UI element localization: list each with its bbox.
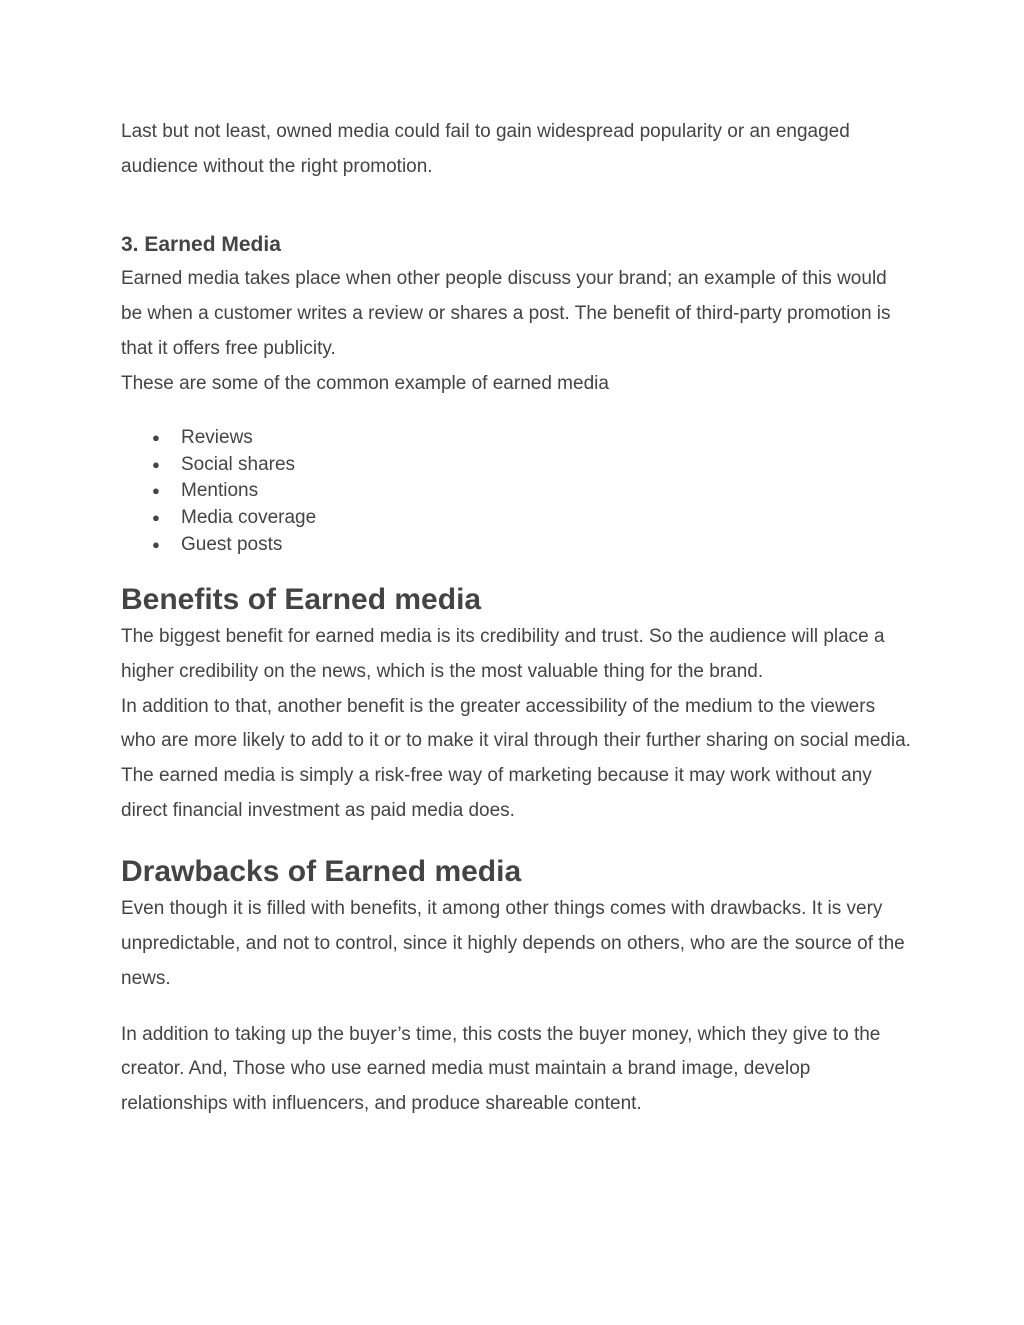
document-page bbox=[121, 115, 911, 1122]
list-item-label: Reviews bbox=[181, 427, 253, 449]
drawbacks-paragraph-costs: In addition to taking up the buyer’s time, this costs the buyer money, which they give to the creator. And, Those who use earned media must maintain a brand image, develop relationships with influencers, and produce shareable content. bbox=[121, 1023, 881, 1114]
benefits-paragraph-risk-free: The earned media is simply a risk-free way of marketing because it may work without any direct financial investment as paid media does. bbox=[121, 765, 872, 821]
list-item bbox=[121, 452, 911, 479]
list-item-label: Social shares bbox=[181, 453, 296, 475]
earned-media-heading: 3. Earned Media bbox=[121, 233, 281, 257]
benefits-heading: Benefits of Earned media bbox=[121, 583, 482, 617]
list-item bbox=[121, 505, 911, 532]
intro-paragraph: Last but not least, owned media could fail to gain widespread popularity or an engaged audience without the right promotion. bbox=[121, 121, 850, 177]
earned-media-examples-list bbox=[121, 425, 911, 558]
earned-media-examples-intro: These are some of the common example of earned media bbox=[121, 372, 609, 394]
bullet-icon: ● bbox=[152, 536, 160, 552]
drawbacks-heading: Drawbacks of Earned media bbox=[121, 855, 522, 889]
list-item bbox=[121, 478, 911, 505]
benefits-paragraph-credibility: The biggest benefit for earned media is its credibility and trust. So the audience will place a higher credibility on the news, which is the most valuable thing for the brand. bbox=[121, 626, 885, 682]
list-item bbox=[121, 425, 911, 452]
bullet-icon: ● bbox=[152, 430, 160, 446]
bullet-icon: ● bbox=[152, 456, 160, 472]
bullet-icon: ● bbox=[152, 510, 160, 525]
drawbacks-paragraph-unpredictable: Even though it is filled with benefits, it among other things comes with drawbacks. It is very unpredictable, and not to control, since it highly depends on others, who are the source of the news. bbox=[121, 898, 905, 989]
benefits-paragraph-accessibility: In addition to that, another benefit is the greater accessibility of the medium to the viewers who are more likely to add to it or to make it viral through their further sharing on social media. bbox=[121, 695, 911, 752]
list-item-label: Media coverage bbox=[181, 507, 317, 528]
bullet-icon: ● bbox=[152, 483, 160, 499]
earned-media-definition: Earned media takes place when other people discuss your brand; an example of this would be when a customer writes a review or shares a post. The benefit of third-party promotion is that it offers free publicity. bbox=[121, 268, 891, 359]
list-item-label: Mentions bbox=[181, 480, 259, 502]
list-item bbox=[121, 532, 911, 559]
list-item-label: Guest posts bbox=[181, 533, 283, 555]
